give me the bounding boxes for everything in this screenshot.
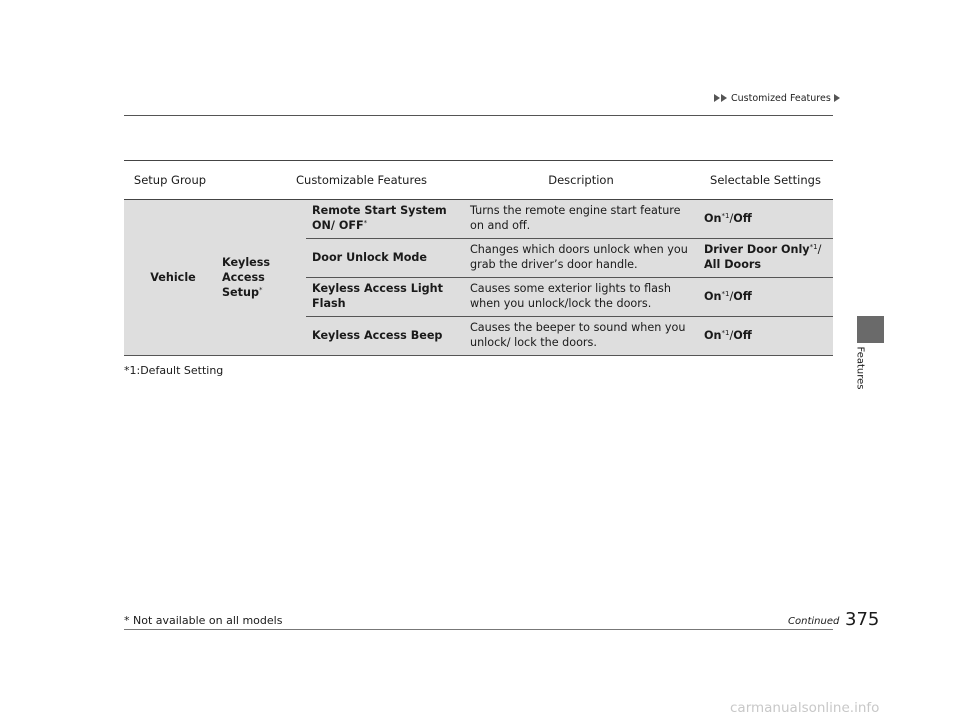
- watermark: carmanualsonline.info: [730, 700, 880, 716]
- setup-group-cell: Vehicle: [124, 200, 216, 356]
- breadcrumb: [714, 93, 841, 104]
- footer-divider: [124, 629, 833, 630]
- section-tab-label: Features: [854, 346, 866, 389]
- feature-name: Keyless Access Beep: [306, 317, 464, 356]
- feature-description: Causes the beeper to sound when you unlock/ lock the doors.: [464, 317, 698, 356]
- column-header-setup-group: Setup Group: [124, 161, 216, 200]
- feature-settings: On$^{*1}$/Off: [698, 200, 833, 239]
- section-tab-marker: [857, 316, 884, 343]
- column-header-selectable-settings: Selectable Settings: [698, 161, 833, 200]
- feature-description: Changes which doors unlock when you grab the driver’s door handle.: [464, 239, 698, 278]
- feature-description: Causes some exterior lights to flash when you unlock/lock the doors.: [464, 278, 698, 317]
- feature-settings: On$^{*1}$/Off: [698, 278, 833, 317]
- availability-note: * Not available on all models: [124, 614, 283, 627]
- feature-name: Keyless Access Light Flash: [306, 278, 464, 317]
- header-divider: [124, 115, 833, 116]
- arrow-right-icon: [834, 94, 840, 102]
- default-setting-footnote: *1:Default Setting: [124, 364, 224, 377]
- column-header-customizable-features: Customizable Features: [216, 161, 464, 200]
- section-tab: [852, 345, 868, 390]
- feature-settings: Driver Door Only$^{*1}$/ All Doors: [698, 239, 833, 278]
- arrow-right-icon: [721, 94, 727, 102]
- feature-settings: On$^{*1}$/Off: [698, 317, 833, 356]
- feature-name: Remote Start System ON/ OFF*: [306, 200, 464, 239]
- continued-label: Continued: [788, 616, 840, 627]
- feature-description: Turns the remote engine start feature on and off.: [464, 200, 698, 239]
- breadcrumb-label: Customized Features: [731, 93, 831, 104]
- table-header-row: [124, 161, 833, 200]
- subgroup-cell: Keyless Access Setup*: [216, 200, 306, 356]
- table-row: [124, 200, 833, 239]
- customizable-features-table: [124, 160, 833, 356]
- page-number: 375: [845, 609, 880, 630]
- column-header-description: Description: [464, 161, 698, 200]
- feature-name: Door Unlock Mode: [306, 239, 464, 278]
- arrow-right-icon: [714, 94, 720, 102]
